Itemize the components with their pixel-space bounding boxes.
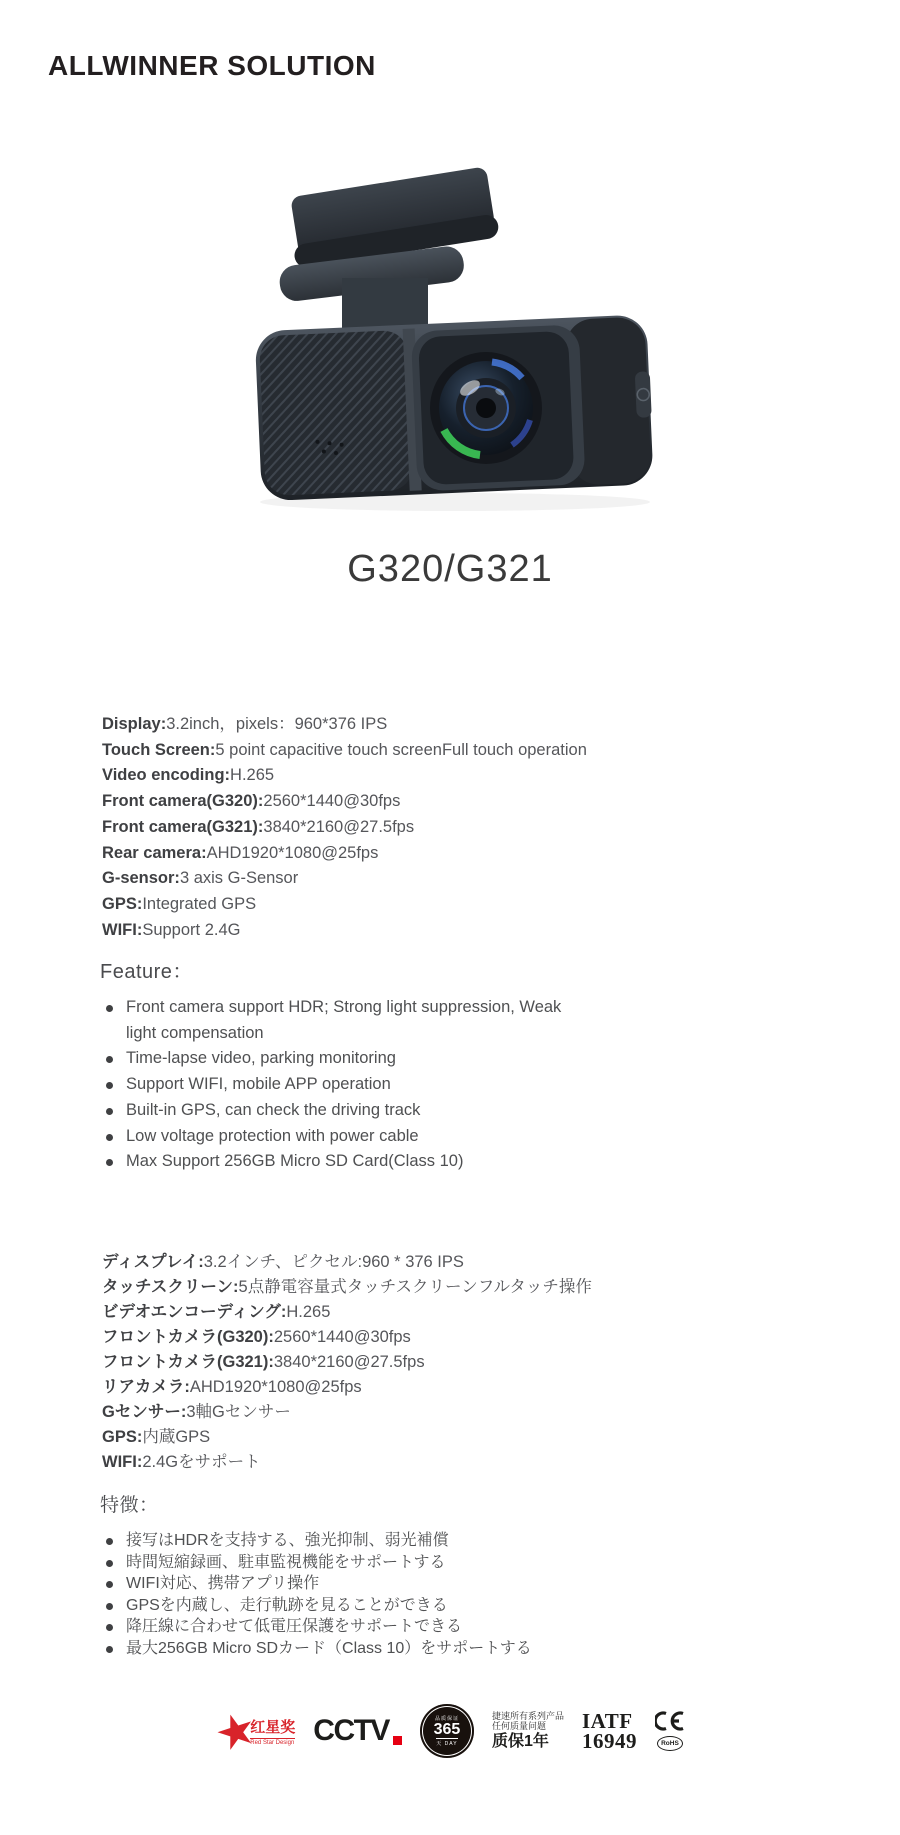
spec-label: GPS: — [102, 1428, 143, 1446]
spec-value: AHD1920*1080@25fps — [189, 1378, 362, 1396]
spec-value: 内蔵GPS — [142, 1428, 211, 1446]
spec-row — [102, 1300, 592, 1325]
spec-row — [102, 841, 587, 867]
bullet-icon — [106, 1603, 113, 1610]
cctv-red-square-icon — [393, 1736, 402, 1745]
spec-label: Touch Screen: — [102, 740, 216, 759]
feature-text: 接写はHDRを支持する、強光抑制、弱光補償 — [126, 1532, 449, 1549]
camera-lens-icon — [430, 352, 542, 464]
spec-row — [102, 763, 587, 789]
rohs-badge: RoHS — [657, 1736, 683, 1751]
red-star-icon: ★ — [207, 1699, 264, 1763]
bullet-icon — [106, 1560, 113, 1567]
spec-row — [102, 1250, 592, 1275]
feature-item — [104, 1124, 604, 1150]
red-star-award-logo — [207, 1699, 296, 1763]
spec-label: Gセンサー: — [102, 1403, 187, 1421]
spec-row — [102, 918, 587, 944]
spec-row — [102, 789, 587, 815]
spec-value: H.265 — [286, 1303, 331, 1321]
spec-value: 3 axis G-Sensor — [179, 869, 299, 888]
spec-label: Front camera(G321): — [102, 817, 264, 836]
warranty-main: 质保1年 — [491, 1732, 549, 1750]
bullet-icon — [106, 1581, 113, 1588]
warranty-line: 捷速所有系列产品 — [491, 1710, 564, 1721]
badge-number: 365 — [433, 1721, 461, 1738]
red-star-name: 红星奖 — [250, 1716, 295, 1739]
spec-row — [102, 1450, 592, 1475]
cctv-logo — [313, 1714, 402, 1748]
product-image — [200, 140, 700, 520]
ce-mark-icon — [655, 1711, 685, 1731]
specs-japanese — [102, 1250, 592, 1475]
feature-item — [104, 1573, 664, 1595]
page-title: ALLWINNER SOLUTION — [48, 50, 376, 81]
feature-item — [104, 1616, 664, 1638]
feature-text: Time-lapse video, parking monitoring — [126, 1049, 396, 1068]
feature-heading-jp: 特徴： — [100, 1495, 159, 1516]
feature-text: 最大256GB Micro SDカード（Class 10）をサポートする — [126, 1639, 532, 1657]
badge-top-text: 品质保证 — [434, 1716, 459, 1722]
spec-value: 5 point capacitive touch screenFull touch operation — [215, 740, 587, 759]
365-day-quality-badge — [420, 1704, 474, 1758]
spec-label: Rear camera: — [102, 843, 207, 862]
feature-text: Low voltage protection with power cable — [126, 1126, 419, 1145]
bullet-icon — [106, 1538, 113, 1545]
spec-value: Integrated GPS — [142, 894, 257, 913]
model-name: G320/G321 — [347, 548, 553, 590]
feature-text: GPSを内蔵し、走行軌跡を見ることができる — [126, 1596, 448, 1614]
red-star-subtitle: Red Star Design — [250, 1740, 295, 1746]
feature-heading-en: Feature： — [100, 961, 193, 983]
spec-row — [102, 892, 587, 918]
warranty-line: 任何质量问题 — [491, 1721, 546, 1732]
spec-label: Video encoding: — [102, 766, 231, 785]
spec-row — [102, 1350, 592, 1375]
spec-row — [102, 712, 587, 738]
spec-row — [102, 738, 587, 764]
bullet-icon — [106, 1624, 113, 1631]
spec-label: フロントカメラ(G321): — [102, 1353, 274, 1371]
spec-label: Front camera(G320): — [102, 792, 264, 811]
spec-label: Display: — [102, 715, 167, 733]
bullet-icon — [106, 1108, 113, 1115]
feature-text: 降圧線に合わせて低電圧保護をサポートできる — [126, 1618, 463, 1635]
feature-item — [104, 1595, 664, 1617]
feature-text: 時間短縮録画、駐車監視機能をサポートする — [126, 1553, 446, 1571]
feature-item — [104, 1046, 604, 1072]
spec-label: G-sensor: — [102, 869, 180, 888]
spec-value: 3.2インチ、ピクセル:960 * 376 IPS — [203, 1253, 464, 1271]
feature-item — [104, 995, 604, 1046]
cctv-text: CCTV — [313, 1714, 389, 1747]
feature-text: Max Support 256GB Micro SD Card(Class 10) — [126, 1152, 464, 1171]
spec-row — [102, 1325, 592, 1350]
spec-value: 2560*1440@30fps — [263, 792, 401, 811]
spec-label: ビデオエンコーディング: — [102, 1303, 287, 1321]
spec-value: 5点静電容量式タッチスクリーンフルタッチ操作 — [238, 1278, 592, 1296]
spec-value: H.265 — [230, 766, 275, 785]
feature-item — [104, 1552, 664, 1574]
iatf-line: 16949 — [581, 1729, 637, 1753]
bullet-icon — [106, 1134, 113, 1141]
badge-unit: 天 DAY — [436, 1738, 457, 1747]
spec-label: WIFI: — [102, 1453, 143, 1471]
spec-value: 3軸Gセンサー — [186, 1403, 291, 1421]
spec-row — [102, 866, 587, 892]
bullet-icon — [106, 1005, 113, 1012]
iatf-16949-logo — [582, 1711, 637, 1751]
spec-value: Support 2.4G — [142, 920, 241, 939]
bullet-icon — [106, 1646, 113, 1653]
spec-value: 2560*1440@30fps — [273, 1328, 411, 1346]
spec-row — [102, 1275, 592, 1300]
feature-text: Support WIFI, mobile APP operation — [126, 1075, 391, 1094]
certifications-row — [0, 1692, 900, 1770]
ce-rohs-marks — [655, 1711, 685, 1751]
spec-label: リアカメラ: — [102, 1378, 190, 1396]
spec-label: フロントカメラ(G320): — [102, 1328, 274, 1346]
iatf-line: IATF — [581, 1709, 633, 1733]
spec-value: 2.4Gをサポート — [142, 1453, 261, 1471]
spec-label: WIFI: — [102, 920, 143, 939]
feature-text: Built-in GPS, can check the driving track — [126, 1100, 421, 1119]
spec-value: 3.2inch，pixels：960*376 IPS — [166, 715, 388, 733]
dashcam-illustration — [200, 140, 700, 520]
feature-item — [104, 1098, 604, 1124]
spec-label: GPS: — [102, 894, 143, 913]
spec-value: 3840*2160@27.5fps — [263, 817, 415, 836]
specs-english — [102, 712, 587, 943]
feature-list-en — [104, 995, 604, 1175]
feature-item — [104, 1530, 664, 1552]
feature-list-jp — [104, 1530, 664, 1659]
spec-row — [102, 1400, 592, 1425]
feature-item — [104, 1638, 664, 1660]
spec-label: ディスプレイ: — [102, 1253, 204, 1271]
spec-value: AHD1920*1080@25fps — [206, 843, 379, 862]
spec-row — [102, 1425, 592, 1450]
feature-item — [104, 1149, 604, 1175]
spec-row — [102, 815, 587, 841]
feature-item — [104, 1072, 604, 1098]
bullet-icon — [106, 1056, 113, 1063]
bullet-icon — [106, 1159, 113, 1166]
warranty-text — [492, 1711, 564, 1751]
spec-row — [102, 1375, 592, 1400]
spec-label: タッチスクリーン: — [102, 1278, 239, 1296]
feature-text: WIFI対応、携帯アプリ操作 — [126, 1575, 320, 1592]
bullet-icon — [106, 1082, 113, 1089]
feature-text: Front camera support HDR; Strong light suppression, Weak light compensation — [126, 998, 562, 1042]
spec-value: 3840*2160@27.5fps — [273, 1353, 425, 1371]
